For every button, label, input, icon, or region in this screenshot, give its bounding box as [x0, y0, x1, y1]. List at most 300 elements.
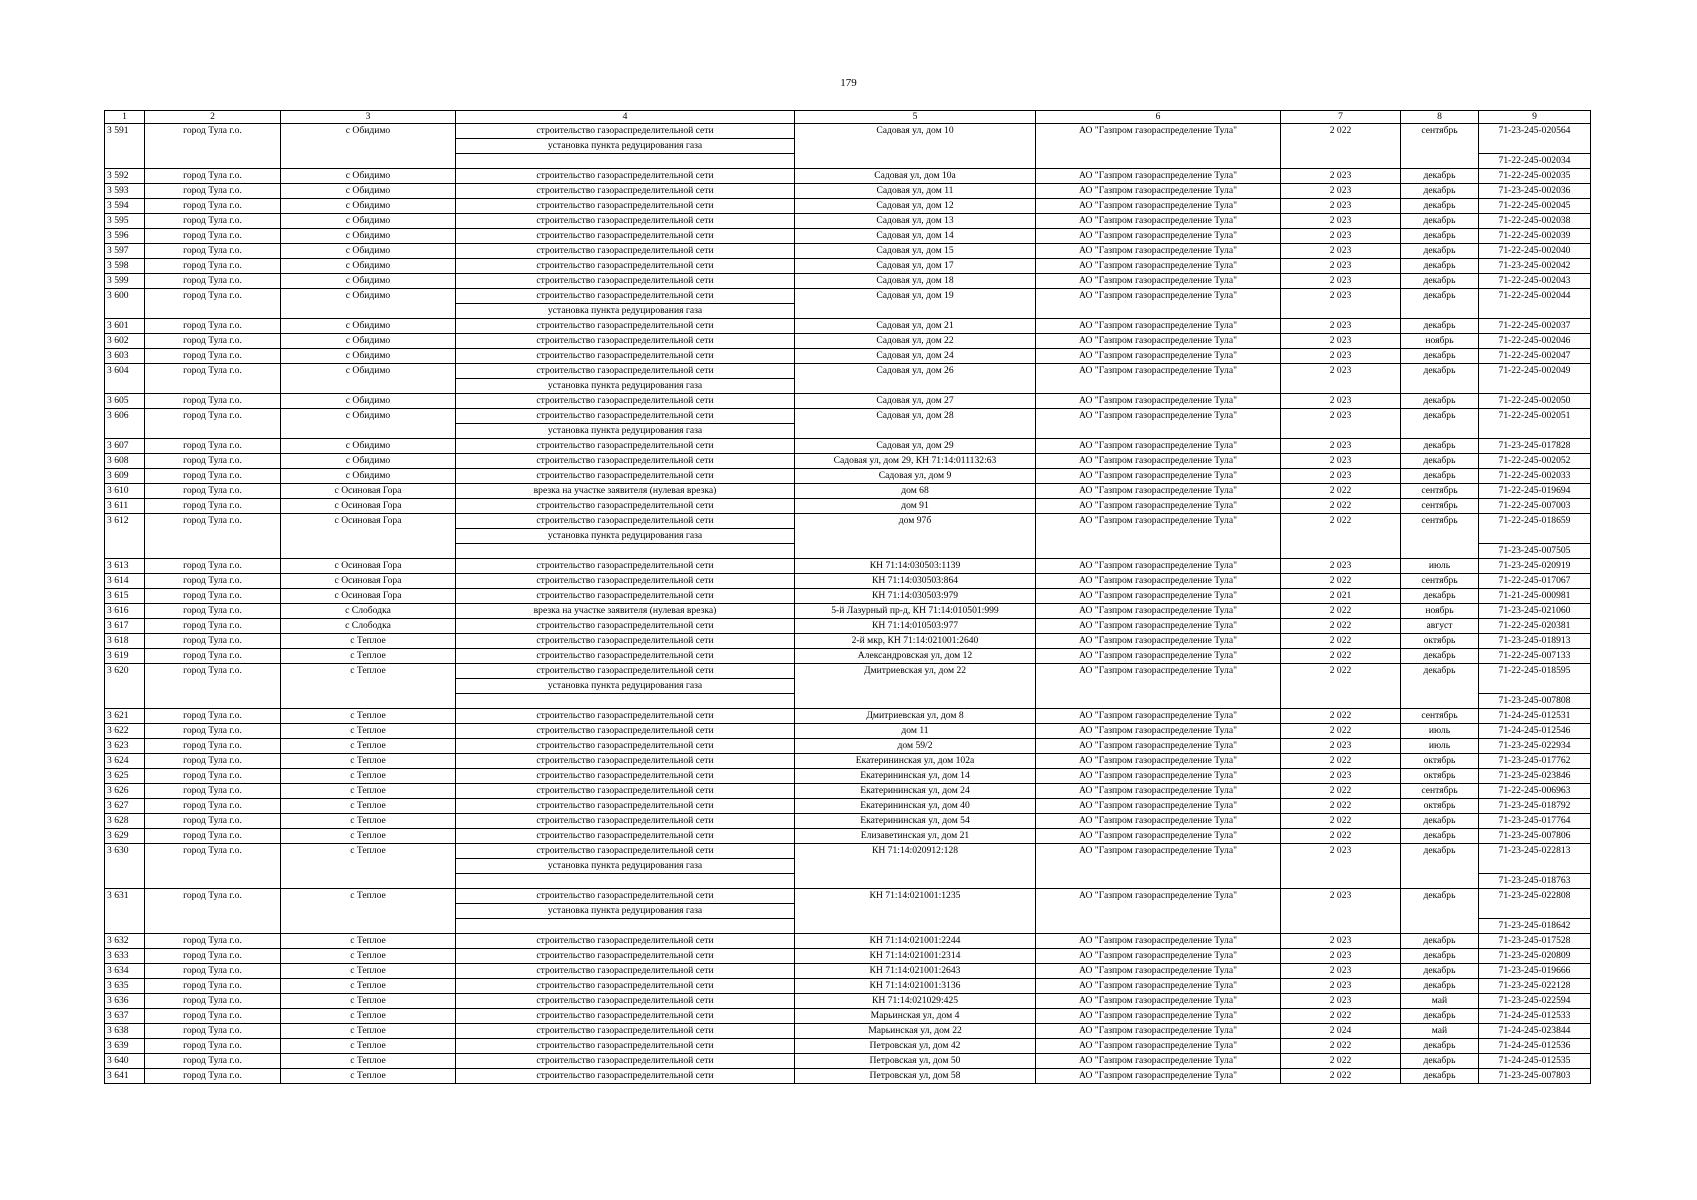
month-cell: декабрь	[1401, 244, 1479, 259]
month-cell: декабрь	[1401, 1054, 1479, 1069]
month-cell: декабрь	[1401, 889, 1479, 904]
work-type-cell: строительство газораспределительной сети	[456, 634, 795, 649]
table-row	[105, 994, 1591, 1009]
empty-cell	[281, 874, 456, 889]
month-cell: сентябрь	[1401, 499, 1479, 514]
row-number-cell: 3 610	[105, 484, 145, 499]
row-number-cell: 3 632	[105, 934, 145, 949]
empty-cell	[1479, 424, 1591, 439]
settlement-cell: с Теплое	[281, 994, 456, 1009]
work-type-cell: строительство газораспределительной сети	[456, 964, 795, 979]
municipality-cell: город Тула г.о.	[145, 214, 281, 229]
municipality-cell: город Тула г.о.	[145, 319, 281, 334]
municipality-cell: город Тула г.о.	[145, 514, 281, 529]
year-cell: 2 023	[1281, 934, 1401, 949]
address-cell: Садовая ул, дом 26	[795, 364, 1036, 379]
empty-cell	[1036, 679, 1281, 694]
settlement-cell: с Осиновая Гора	[281, 484, 456, 499]
application-number-cell: 71-24-245-023844	[1479, 1024, 1591, 1039]
year-cell: 2 023	[1281, 469, 1401, 484]
year-cell: 2 022	[1281, 784, 1401, 799]
year-cell: 2 021	[1281, 589, 1401, 604]
empty-cell	[145, 379, 281, 394]
year-cell: 2 023	[1281, 439, 1401, 454]
address-cell: Екатерининская ул, дом 54	[795, 814, 1036, 829]
work-type-cell: строительство газораспределительной сети	[456, 739, 795, 754]
application-number-cell: 71-21-245-000981	[1479, 589, 1591, 604]
work-type-cell: строительство газораспределительной сети	[456, 214, 795, 229]
month-cell: декабрь	[1401, 1069, 1479, 1084]
table-row	[105, 559, 1591, 574]
empty-cell	[1281, 154, 1401, 169]
application-number-cell: 71-23-245-020919	[1479, 559, 1591, 574]
table-row	[105, 274, 1591, 289]
table-row	[105, 184, 1591, 199]
application-number-cell: 71-22-245-002046	[1479, 334, 1591, 349]
settlement-cell: с Теплое	[281, 1039, 456, 1054]
header-cell: 3	[281, 111, 456, 124]
municipality-cell: город Тула г.о.	[145, 394, 281, 409]
work-type-cell: строительство газораспределительной сети	[456, 709, 795, 724]
row-number-cell: 3 625	[105, 769, 145, 784]
empty-cell	[1401, 304, 1479, 319]
organization-cell: АО "Газпром газораспределение Тула"	[1036, 1054, 1281, 1069]
empty-cell	[456, 544, 795, 559]
work-type-secondary-cell: установка пункта редуцирования газа	[456, 904, 795, 919]
table-row-continuation	[105, 919, 1591, 934]
year-cell: 2 024	[1281, 1024, 1401, 1039]
municipality-cell: город Тула г.о.	[145, 664, 281, 679]
empty-cell	[1281, 919, 1401, 934]
row-number-cell: 3 633	[105, 949, 145, 964]
application-number-cell: 71-22-245-002047	[1479, 349, 1591, 364]
address-cell: КН 71:14:030503:864	[795, 574, 1036, 589]
empty-cell	[281, 919, 456, 934]
application-number-cell: 71-23-245-020564	[1479, 124, 1591, 139]
month-cell: декабрь	[1401, 469, 1479, 484]
organization-cell: АО "Газпром газораспределение Тула"	[1036, 454, 1281, 469]
work-type-cell: строительство газораспределительной сети	[456, 574, 795, 589]
empty-cell	[145, 904, 281, 919]
year-cell: 2 023	[1281, 394, 1401, 409]
row-number-cell: 3 609	[105, 469, 145, 484]
municipality-cell: город Тула г.о.	[145, 739, 281, 754]
empty-cell	[105, 139, 145, 154]
settlement-cell: с Осиновая Гора	[281, 559, 456, 574]
month-cell: октябрь	[1401, 754, 1479, 769]
settlement-cell: с Теплое	[281, 769, 456, 784]
empty-cell	[1036, 904, 1281, 919]
empty-cell	[795, 544, 1036, 559]
settlement-cell: с Обидимо	[281, 124, 456, 139]
row-number-cell: 3 601	[105, 319, 145, 334]
row-number-cell: 3 628	[105, 814, 145, 829]
address-cell: Садовая ул, дом 29	[795, 439, 1036, 454]
year-cell: 2 022	[1281, 619, 1401, 634]
table-row	[105, 229, 1591, 244]
month-cell: август	[1401, 619, 1479, 634]
empty-cell	[795, 874, 1036, 889]
address-cell: Садовая ул, дом 10а	[795, 169, 1036, 184]
organization-cell: АО "Газпром газораспределение Тула"	[1036, 439, 1281, 454]
settlement-cell: с Обидимо	[281, 259, 456, 274]
organization-cell: АО "Газпром газораспределение Тула"	[1036, 799, 1281, 814]
settlement-cell: с Слободка	[281, 619, 456, 634]
address-cell: Дмитриевская ул, дом 22	[795, 664, 1036, 679]
address-cell: Садовая ул, дом 18	[795, 274, 1036, 289]
settlement-cell: с Теплое	[281, 724, 456, 739]
application-number-cell: 71-22-245-002035	[1479, 169, 1591, 184]
empty-cell	[105, 904, 145, 919]
month-cell: декабрь	[1401, 289, 1479, 304]
settlement-cell: с Теплое	[281, 634, 456, 649]
table-row	[105, 1039, 1591, 1054]
settlement-cell: с Обидимо	[281, 289, 456, 304]
empty-cell	[105, 859, 145, 874]
settlement-cell: с Обидимо	[281, 394, 456, 409]
row-number-cell: 3 607	[105, 439, 145, 454]
year-cell: 2 023	[1281, 319, 1401, 334]
organization-cell: АО "Газпром газораспределение Тула"	[1036, 484, 1281, 499]
year-cell: 2 022	[1281, 709, 1401, 724]
month-cell: декабрь	[1401, 979, 1479, 994]
empty-cell	[1281, 859, 1401, 874]
address-cell: КН 71:14:021001:1235	[795, 889, 1036, 904]
month-cell: июль	[1401, 724, 1479, 739]
row-number-cell: 3 612	[105, 514, 145, 529]
settlement-cell: с Осиновая Гора	[281, 514, 456, 529]
month-cell: декабрь	[1401, 439, 1479, 454]
municipality-cell: город Тула г.о.	[145, 949, 281, 964]
municipality-cell: город Тула г.о.	[145, 259, 281, 274]
municipality-cell: город Тула г.о.	[145, 934, 281, 949]
row-number-cell: 3 638	[105, 1024, 145, 1039]
application-number-cell: 71-23-245-017828	[1479, 439, 1591, 454]
address-cell: Петровская ул, дом 50	[795, 1054, 1036, 1069]
table-row-continuation	[105, 154, 1591, 169]
month-cell: декабрь	[1401, 364, 1479, 379]
application-number-cell: 71-22-245-006963	[1479, 784, 1591, 799]
municipality-cell: город Тула г.о.	[145, 484, 281, 499]
address-cell: Дмитриевская ул, дом 8	[795, 709, 1036, 724]
municipality-cell: город Тула г.о.	[145, 274, 281, 289]
month-cell: декабрь	[1401, 1039, 1479, 1054]
month-cell: декабрь	[1401, 1009, 1479, 1024]
work-type-cell: строительство газораспределительной сети	[456, 889, 795, 904]
organization-cell: АО "Газпром газораспределение Тула"	[1036, 409, 1281, 424]
row-number-cell: 3 617	[105, 619, 145, 634]
address-cell: Екатерининская ул, дом 102а	[795, 754, 1036, 769]
empty-cell	[1401, 874, 1479, 889]
table-row	[105, 349, 1591, 364]
address-cell: Елизаветинская ул, дом 21	[795, 829, 1036, 844]
empty-cell	[281, 694, 456, 709]
year-cell: 2 023	[1281, 259, 1401, 274]
month-cell: декабрь	[1401, 814, 1479, 829]
application-number-cell: 71-23-245-017762	[1479, 754, 1591, 769]
row-number-cell: 3 637	[105, 1009, 145, 1024]
organization-cell: АО "Газпром газораспределение Тула"	[1036, 214, 1281, 229]
application-number-cell: 71-23-245-017764	[1479, 814, 1591, 829]
organization-cell: АО "Газпром газораспределение Тула"	[1036, 364, 1281, 379]
municipality-cell: город Тула г.о.	[145, 814, 281, 829]
table-row-continuation	[105, 859, 1591, 874]
application-number-cell: 71-22-245-018595	[1479, 664, 1591, 679]
organization-cell: АО "Газпром газораспределение Тула"	[1036, 229, 1281, 244]
organization-cell: АО "Газпром газораспределение Тула"	[1036, 559, 1281, 574]
table-row	[105, 634, 1591, 649]
empty-cell	[456, 154, 795, 169]
work-type-cell: строительство газораспределительной сети	[456, 364, 795, 379]
work-type-cell: строительство газораспределительной сети	[456, 469, 795, 484]
work-type-cell: строительство газораспределительной сети	[456, 454, 795, 469]
page-number: 179	[840, 77, 857, 89]
month-cell: декабрь	[1401, 274, 1479, 289]
table-row	[105, 1024, 1591, 1039]
settlement-cell: с Обидимо	[281, 334, 456, 349]
row-number-cell: 3 593	[105, 184, 145, 199]
settlement-cell: с Теплое	[281, 1069, 456, 1084]
settlement-cell: с Теплое	[281, 754, 456, 769]
empty-cell	[1036, 154, 1281, 169]
empty-cell	[456, 694, 795, 709]
application-number-cell: 71-23-245-022594	[1479, 994, 1591, 1009]
settlement-cell: с Теплое	[281, 709, 456, 724]
organization-cell: АО "Газпром газораспределение Тула"	[1036, 754, 1281, 769]
year-cell: 2 022	[1281, 1054, 1401, 1069]
table-row	[105, 799, 1591, 814]
empty-cell	[1281, 544, 1401, 559]
header-cell: 2	[145, 111, 281, 124]
empty-cell	[456, 874, 795, 889]
application-number-cell: 71-23-245-020809	[1479, 949, 1591, 964]
row-number-cell: 3 616	[105, 604, 145, 619]
application-number-cell: 71-23-245-022128	[1479, 979, 1591, 994]
table-row	[105, 214, 1591, 229]
address-cell: Садовая ул, дом 19	[795, 289, 1036, 304]
month-cell: декабрь	[1401, 409, 1479, 424]
table-row	[105, 454, 1591, 469]
table-row	[105, 199, 1591, 214]
empty-cell	[1036, 874, 1281, 889]
address-cell: КН 71:14:030503:1139	[795, 559, 1036, 574]
table-row	[105, 244, 1591, 259]
organization-cell: АО "Газпром газораспределение Тула"	[1036, 469, 1281, 484]
work-type-cell: строительство газораспределительной сети	[456, 289, 795, 304]
municipality-cell: город Тула г.о.	[145, 454, 281, 469]
work-type-cell: строительство газораспределительной сети	[456, 169, 795, 184]
table-body	[105, 111, 1591, 1084]
settlement-cell: с Обидимо	[281, 244, 456, 259]
table-row-continuation	[105, 379, 1591, 394]
empty-cell	[1281, 694, 1401, 709]
month-cell: декабрь	[1401, 664, 1479, 679]
header-cell: 8	[1401, 111, 1479, 124]
month-cell: июль	[1401, 559, 1479, 574]
settlement-cell: с Обидимо	[281, 229, 456, 244]
table-row	[105, 409, 1591, 424]
organization-cell: АО "Газпром газораспределение Тула"	[1036, 1009, 1281, 1024]
municipality-cell: город Тула г.о.	[145, 229, 281, 244]
work-type-cell: строительство газораспределительной сети	[456, 844, 795, 859]
table-row	[105, 604, 1591, 619]
organization-cell: АО "Газпром газораспределение Тула"	[1036, 124, 1281, 139]
organization-cell: АО "Газпром газораспределение Тула"	[1036, 994, 1281, 1009]
municipality-cell: город Тула г.о.	[145, 829, 281, 844]
settlement-cell: с Теплое	[281, 964, 456, 979]
empty-cell	[145, 139, 281, 154]
empty-cell	[281, 154, 456, 169]
organization-cell: АО "Газпром газораспределение Тула"	[1036, 349, 1281, 364]
empty-cell	[795, 304, 1036, 319]
settlement-cell: с Осиновая Гора	[281, 589, 456, 604]
year-cell: 2 023	[1281, 979, 1401, 994]
settlement-cell: с Осиновая Гора	[281, 574, 456, 589]
row-number-cell: 3 615	[105, 589, 145, 604]
address-cell: Александровская ул, дом 12	[795, 649, 1036, 664]
settlement-cell: с Обидимо	[281, 274, 456, 289]
organization-cell: АО "Газпром газораспределение Тула"	[1036, 199, 1281, 214]
municipality-cell: город Тула г.о.	[145, 244, 281, 259]
empty-cell	[1401, 904, 1479, 919]
year-cell: 2 022	[1281, 649, 1401, 664]
month-cell: декабрь	[1401, 454, 1479, 469]
address-cell: Марьинская ул, дом 4	[795, 1009, 1036, 1024]
work-type-cell: строительство газораспределительной сети	[456, 499, 795, 514]
empty-cell	[145, 919, 281, 934]
year-cell: 2 022	[1281, 799, 1401, 814]
table-row	[105, 124, 1591, 139]
empty-cell	[281, 544, 456, 559]
settlement-cell: с Обидимо	[281, 469, 456, 484]
work-type-cell: строительство газораспределительной сети	[456, 274, 795, 289]
empty-cell	[1401, 379, 1479, 394]
application-number-cell: 71-23-245-023846	[1479, 769, 1591, 784]
row-number-cell: 3 600	[105, 289, 145, 304]
empty-cell	[105, 544, 145, 559]
year-cell: 2 023	[1281, 334, 1401, 349]
municipality-cell: город Тула г.о.	[145, 709, 281, 724]
organization-cell: АО "Газпром газораспределение Тула"	[1036, 949, 1281, 964]
year-cell: 2 023	[1281, 769, 1401, 784]
table-row	[105, 724, 1591, 739]
application-number-cell: 71-23-245-018792	[1479, 799, 1591, 814]
work-type-cell: строительство газораспределительной сети	[456, 199, 795, 214]
month-cell: октябрь	[1401, 799, 1479, 814]
application-number-secondary-cell: 71-23-245-007505	[1479, 544, 1591, 559]
municipality-cell: город Тула г.о.	[145, 649, 281, 664]
year-cell: 2 023	[1281, 169, 1401, 184]
row-number-cell: 3 623	[105, 739, 145, 754]
row-number-cell: 3 641	[105, 1069, 145, 1084]
address-cell: Садовая ул, дом 17	[795, 259, 1036, 274]
row-number-cell: 3 592	[105, 169, 145, 184]
address-cell: Садовая ул, дом 14	[795, 229, 1036, 244]
table-row	[105, 169, 1591, 184]
table-row	[105, 574, 1591, 589]
organization-cell: АО "Газпром газораспределение Тула"	[1036, 814, 1281, 829]
settlement-cell: с Теплое	[281, 1024, 456, 1039]
year-cell: 2 022	[1281, 604, 1401, 619]
table-row-continuation	[105, 529, 1591, 544]
row-number-cell: 3 591	[105, 124, 145, 139]
empty-cell	[105, 304, 145, 319]
table-row	[105, 649, 1591, 664]
row-number-cell: 3 608	[105, 454, 145, 469]
empty-cell	[105, 874, 145, 889]
work-type-cell: врезка на участке заявителя (нулевая врезка)	[456, 484, 795, 499]
municipality-cell: город Тула г.о.	[145, 589, 281, 604]
settlement-cell: с Теплое	[281, 829, 456, 844]
municipality-cell: город Тула г.о.	[145, 439, 281, 454]
application-number-cell: 71-22-245-002044	[1479, 289, 1591, 304]
settlement-cell: с Теплое	[281, 799, 456, 814]
address-cell: КН 71:14:020912:128	[795, 844, 1036, 859]
work-type-cell: строительство газораспределительной сети	[456, 649, 795, 664]
row-number-cell: 3 629	[105, 829, 145, 844]
work-type-cell: строительство газораспределительной сети	[456, 439, 795, 454]
municipality-cell: город Тула г.о.	[145, 754, 281, 769]
month-cell: сентябрь	[1401, 124, 1479, 139]
settlement-cell: с Осиновая Гора	[281, 499, 456, 514]
organization-cell: АО "Газпром газораспределение Тула"	[1036, 739, 1281, 754]
table-row	[105, 484, 1591, 499]
empty-cell	[145, 544, 281, 559]
table-row	[105, 829, 1591, 844]
empty-cell	[281, 679, 456, 694]
row-number-cell: 3 597	[105, 244, 145, 259]
table-row	[105, 289, 1591, 304]
row-number-cell: 3 624	[105, 754, 145, 769]
address-cell: Садовая ул, дом 15	[795, 244, 1036, 259]
address-cell: дом 97б	[795, 514, 1036, 529]
organization-cell: АО "Газпром газораспределение Тула"	[1036, 964, 1281, 979]
month-cell: декабрь	[1401, 259, 1479, 274]
empty-cell	[1479, 304, 1591, 319]
municipality-cell: город Тула г.о.	[145, 499, 281, 514]
empty-cell	[1479, 139, 1591, 154]
municipality-cell: город Тула г.о.	[145, 1009, 281, 1024]
work-type-secondary-cell: установка пункта редуцирования газа	[456, 379, 795, 394]
row-number-cell: 3 604	[105, 364, 145, 379]
table-row	[105, 844, 1591, 859]
year-cell: 2 023	[1281, 454, 1401, 469]
organization-cell: АО "Газпром газораспределение Тула"	[1036, 784, 1281, 799]
month-cell: сентябрь	[1401, 484, 1479, 499]
year-cell: 2 022	[1281, 754, 1401, 769]
month-cell: июль	[1401, 739, 1479, 754]
header-cell: 1	[105, 111, 145, 124]
month-cell: декабрь	[1401, 964, 1479, 979]
work-type-cell: строительство газораспределительной сети	[456, 619, 795, 634]
year-cell: 2 023	[1281, 559, 1401, 574]
settlement-cell: с Теплое	[281, 784, 456, 799]
table-header-row	[105, 111, 1591, 124]
application-number-cell: 71-23-245-007803	[1479, 1069, 1591, 1084]
application-number-cell: 71-24-245-012531	[1479, 709, 1591, 724]
address-cell: Екатерининская ул, дом 24	[795, 784, 1036, 799]
year-cell: 2 022	[1281, 1039, 1401, 1054]
municipality-cell: город Тула г.о.	[145, 199, 281, 214]
settlement-cell: с Слободка	[281, 604, 456, 619]
work-type-secondary-cell: установка пункта редуцирования газа	[456, 424, 795, 439]
empty-cell	[1281, 904, 1401, 919]
empty-cell	[795, 379, 1036, 394]
year-cell: 2 022	[1281, 484, 1401, 499]
empty-cell	[1401, 154, 1479, 169]
table-row	[105, 394, 1591, 409]
empty-cell	[1401, 679, 1479, 694]
